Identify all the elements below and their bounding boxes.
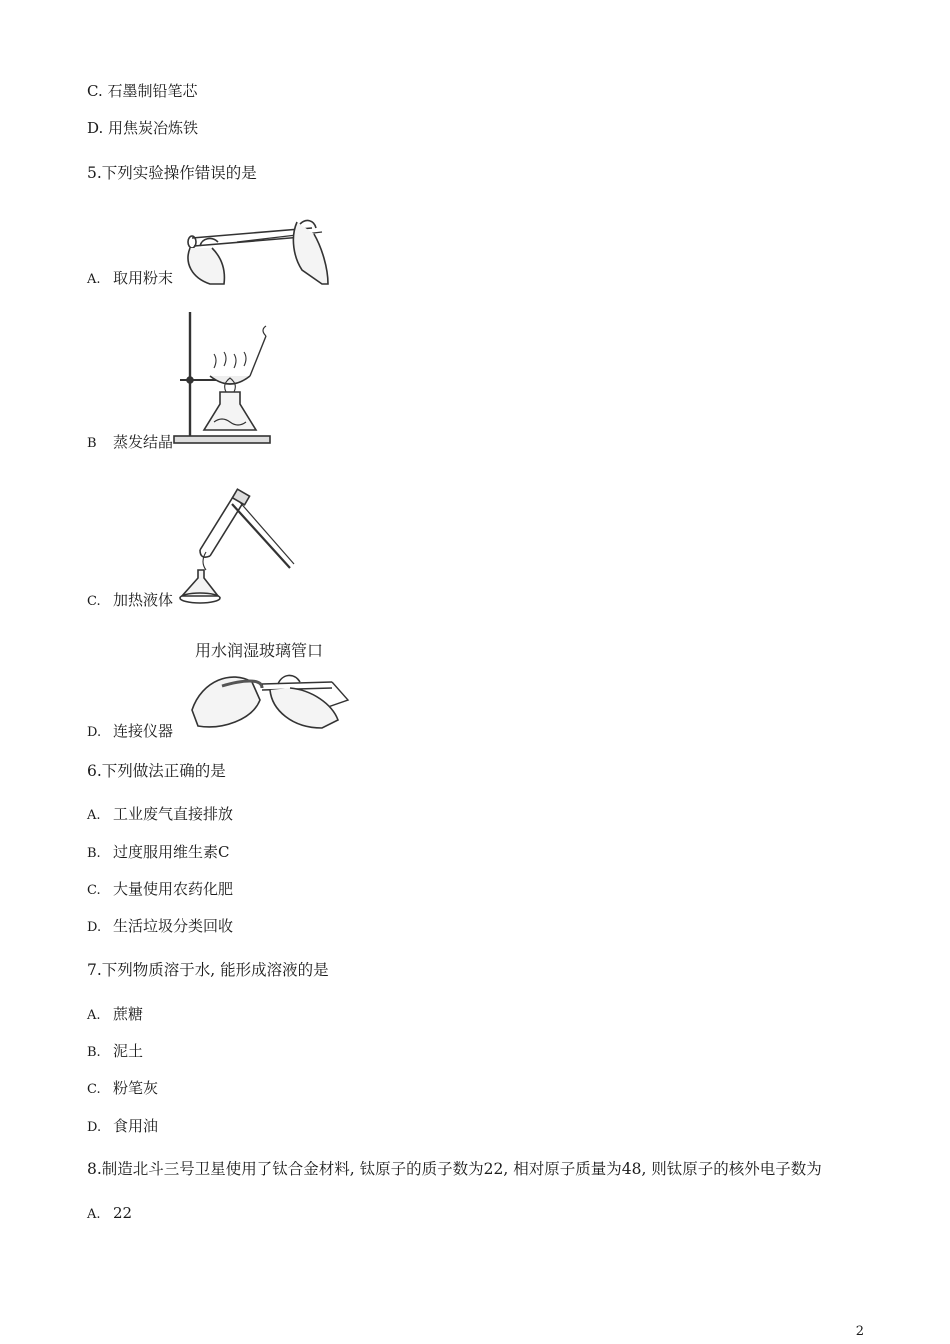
- q8-stem: 8.制造北斗三号卫星使用了钛合金材料, 钛原子的质子数为22, 相对原子质量为48, 则钛原子的核外电子数为: [87, 1160, 822, 1178]
- option-text: 生活垃圾分类回收: [113, 917, 234, 935]
- option-letter: D.: [87, 1120, 102, 1135]
- option-letter: B.: [87, 1045, 101, 1060]
- option-letter: D.: [87, 725, 102, 740]
- option-letter: A.: [87, 272, 101, 287]
- option-text: 工业废气直接排放: [113, 805, 234, 823]
- option-letter: C.: [87, 594, 101, 609]
- option-text: 连接仪器: [113, 722, 174, 740]
- option-text: 泥土: [113, 1042, 144, 1060]
- option-text: 加热液体: [113, 591, 174, 609]
- q7-option-c: [87, 1078, 158, 1100]
- q6-stem: 6.下列做法正确的是: [87, 762, 226, 780]
- figure-evaporation: [170, 308, 274, 448]
- option-letter: B: [87, 436, 97, 451]
- q5-option-d: [87, 721, 173, 743]
- option-text: 取用粉末: [113, 269, 174, 287]
- figure-powder-transfer: [182, 208, 330, 286]
- option-text: 粉笔灰: [113, 1079, 159, 1097]
- q5-option-a: [87, 268, 173, 290]
- option-text: 蒸发结晶: [113, 433, 174, 451]
- option-text: 22: [113, 1204, 133, 1222]
- q7-option-a: [87, 1004, 143, 1026]
- option-letter: A.: [87, 1207, 101, 1222]
- q4-option-d: D. 用焦炭冶炼铁: [87, 119, 199, 137]
- q8-option-a: [87, 1203, 132, 1225]
- option-letter: B.: [87, 846, 101, 861]
- figure-heating-liquid: [176, 486, 296, 608]
- page-number: 2: [855, 1324, 864, 1339]
- option-text: 大量使用农药化肥: [113, 880, 234, 898]
- option-text: 蔗糖: [113, 1005, 144, 1023]
- option-letter: C.: [87, 883, 101, 898]
- q6-option-d: [87, 916, 233, 938]
- figure-connect-caption: 用水润湿玻璃管口: [195, 641, 324, 660]
- option-letter: A.: [87, 1008, 101, 1023]
- option-letter: A.: [87, 808, 101, 823]
- q6-option-b: [87, 842, 229, 864]
- q4-option-c: C. 石墨制铅笔芯: [87, 82, 198, 100]
- q7-stem: 7.下列物质溶于水, 能形成溶液的是: [87, 961, 329, 979]
- option-letter: D.: [87, 920, 102, 935]
- q6-option-a: [87, 804, 233, 826]
- option-letter: C.: [87, 1082, 101, 1097]
- q5-stem: 5.下列实验操作错误的是: [87, 164, 257, 182]
- q5-option-b: [87, 432, 173, 454]
- q5-option-c: [87, 590, 173, 612]
- q7-option-d: [87, 1116, 158, 1138]
- option-text: 食用油: [113, 1117, 159, 1135]
- figure-connect-apparatus: [182, 660, 354, 732]
- q7-option-b: [87, 1041, 143, 1063]
- option-text: 过度服用维生素C: [113, 843, 230, 861]
- q6-option-c: [87, 879, 233, 901]
